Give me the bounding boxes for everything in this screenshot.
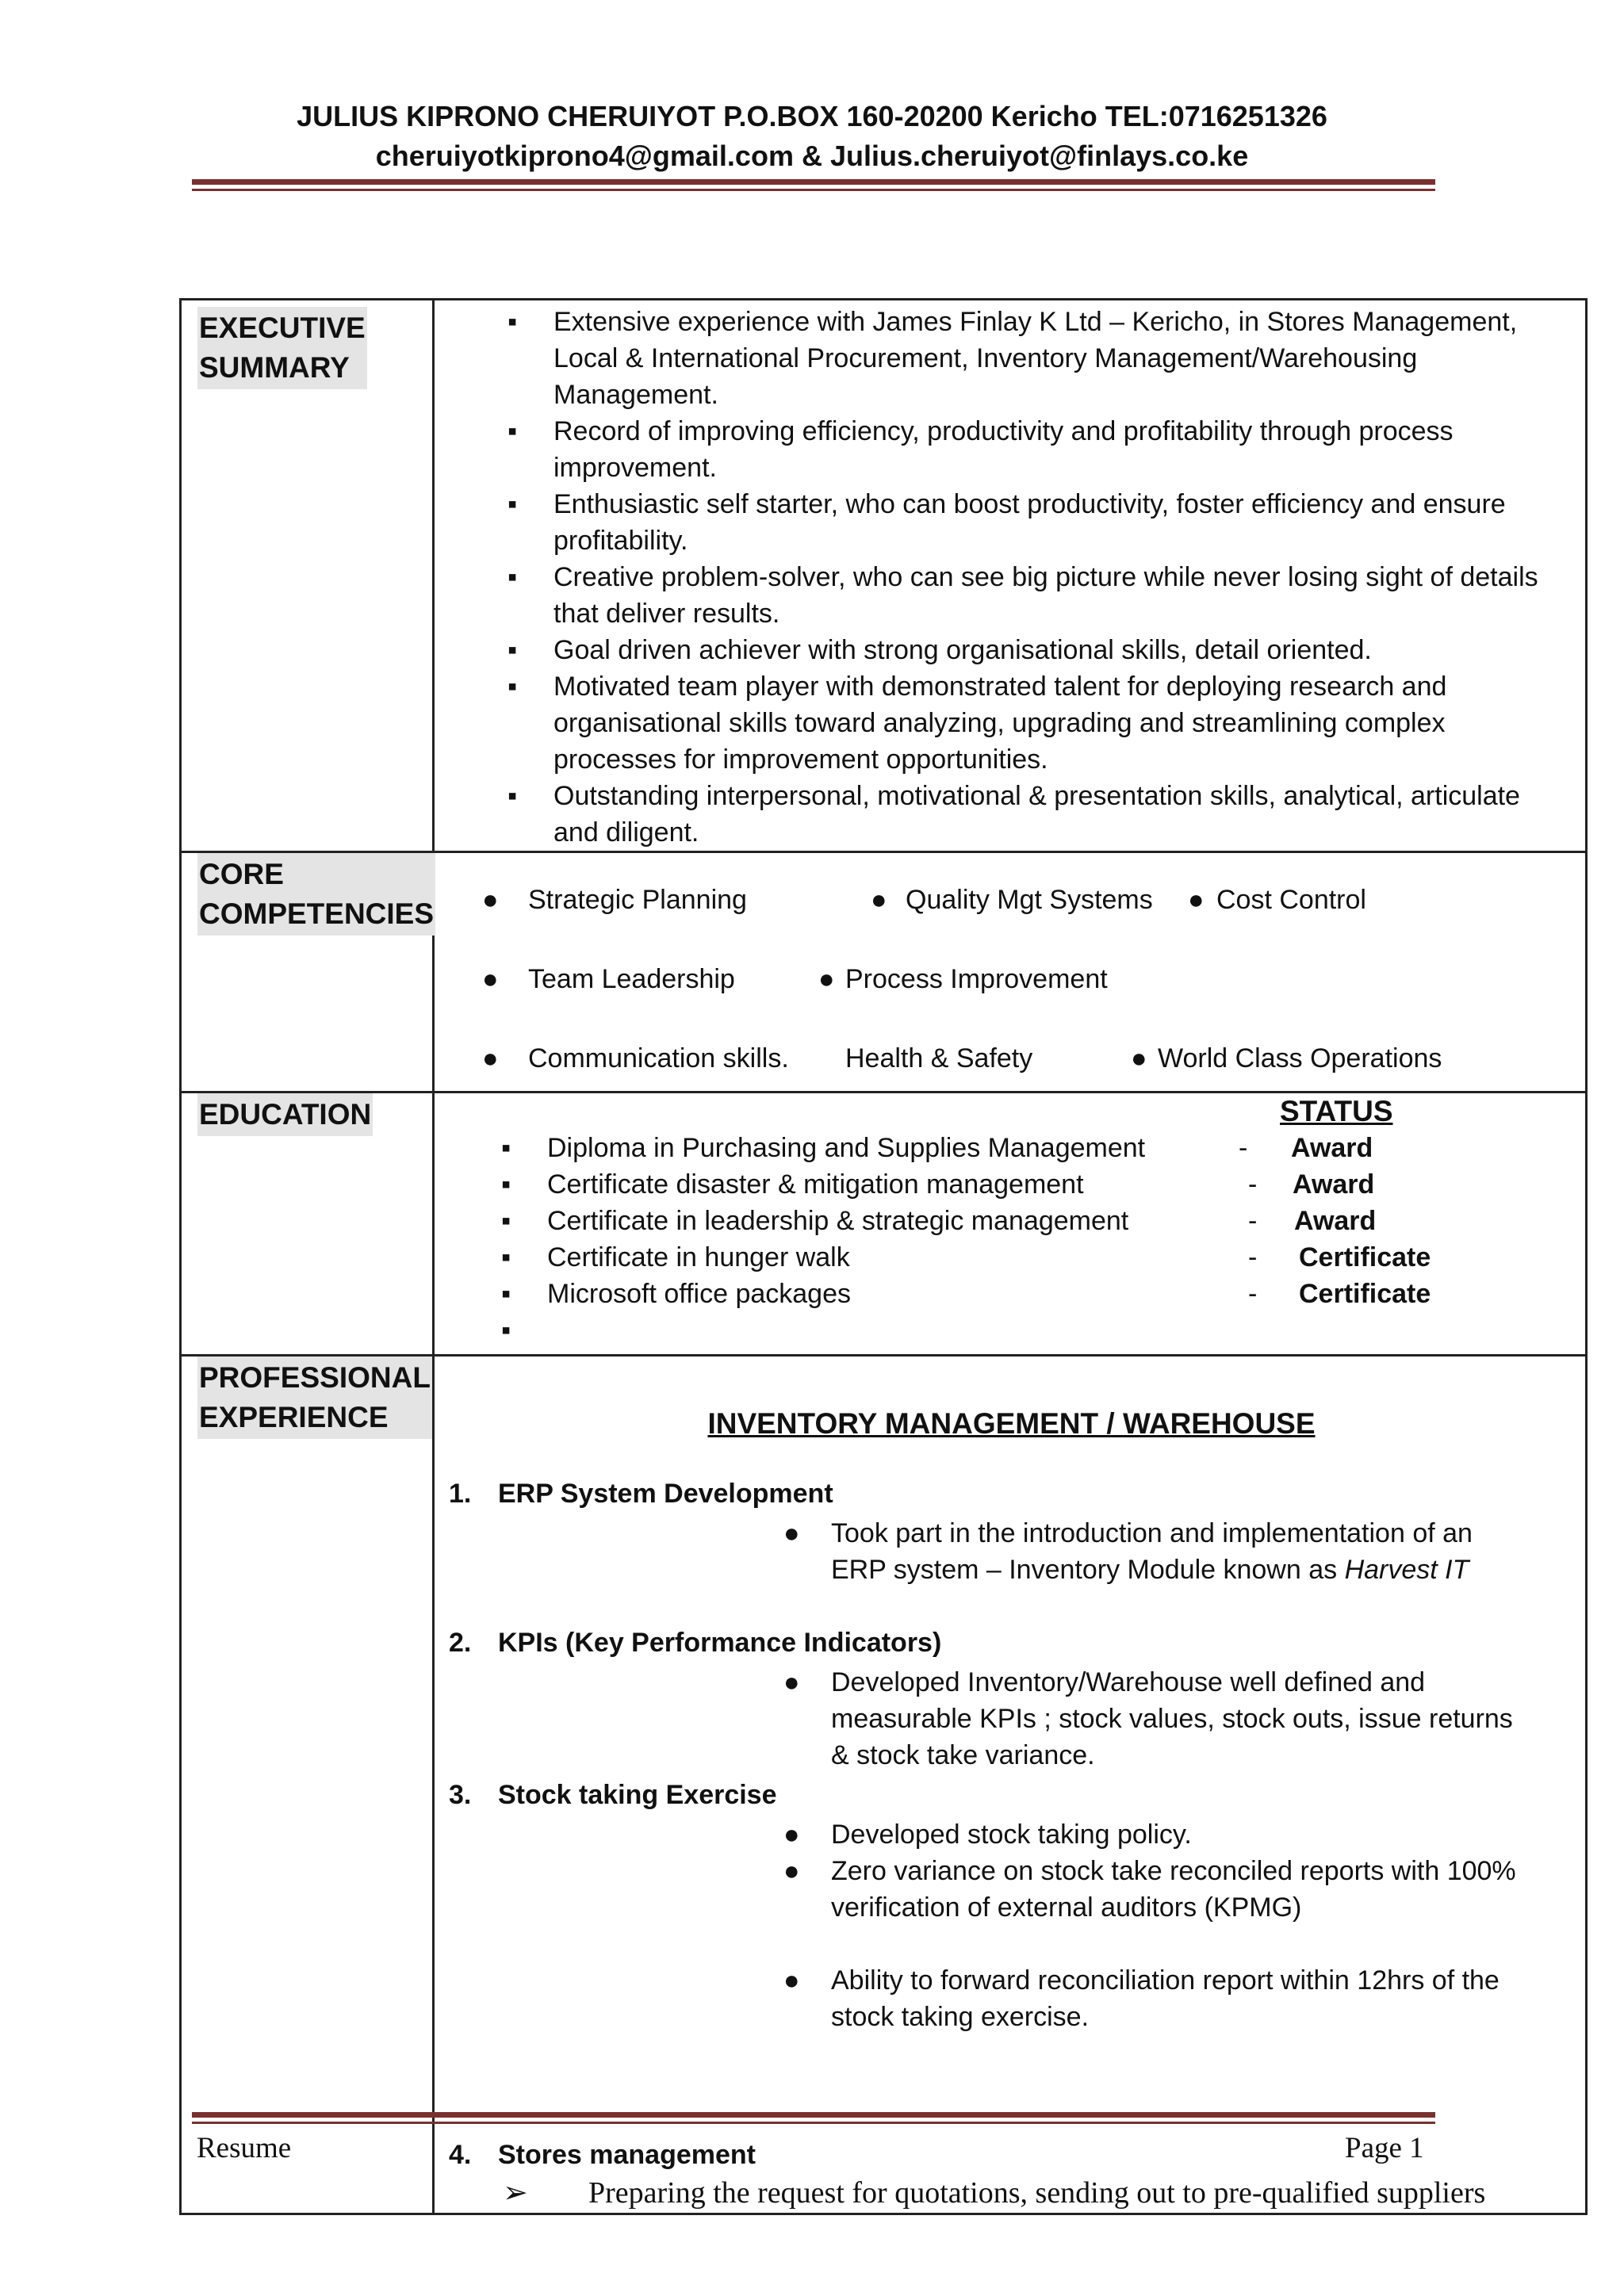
education-dash: -: [1239, 1133, 1248, 1163]
professional-experience-content: [434, 1356, 1587, 2214]
square-bullet-icon: ▪: [508, 635, 518, 665]
competency-item: Quality Mgt Systems: [906, 885, 1153, 915]
education-name: Certificate disaster & mitigation management: [547, 1169, 1084, 1200]
round-bullet-icon: ●: [783, 1518, 800, 1548]
square-bullet-icon: ▪: [501, 1242, 511, 1272]
label-line: PROFESSIONAL: [199, 1361, 431, 1394]
status-header: STATUS: [1280, 1095, 1393, 1127]
list-item: [184, 413, 1569, 486]
round-bullet-icon: ●: [783, 1667, 800, 1697]
list-item-text: Creative problem-solver, who can see big picture while never losing sight of details that deliver results.: [553, 562, 1538, 629]
list-item-text: Took part in the introduction and implementation of an ERP system – Inventory Module known as: [831, 1518, 1473, 1585]
core-competencies-label-cell: [181, 852, 434, 1093]
experience-item-title: [435, 1624, 1585, 1661]
education-item: [435, 1239, 1585, 1276]
executive-summary-row: [181, 300, 1587, 852]
education-item: [435, 1166, 1585, 1203]
square-bullet-icon: ▪: [501, 1279, 511, 1309]
education-item: [435, 1203, 1585, 1239]
item-title: ERP System Development: [498, 1479, 833, 1509]
education-item: [435, 1130, 1585, 1166]
round-bullet-icon: ●: [1131, 1043, 1147, 1073]
education-name: Certificate in hunger walk: [547, 1242, 850, 1272]
square-bullet-icon: ▪: [501, 1315, 511, 1345]
list-item-text: Zero variance on stock take reconciled reports with 100% verification of external auditors (KPMG): [831, 1856, 1516, 1923]
page-number: Page 1: [1345, 2132, 1424, 2164]
header-email-line: cheruiyotkiprono4@gmail.com & Julius.cheruiyot@finlays.co.ke: [375, 140, 1249, 172]
experience-heading: INVENTORY MANAGEMENT / WAREHOUSE: [707, 1407, 1316, 1440]
competency-item: World Class Operations: [1158, 1043, 1442, 1073]
item-title: KPIs (Key Performance Indicators): [498, 1628, 942, 1658]
competency-row: [435, 1012, 1585, 1091]
experience-item-title: [435, 1777, 1585, 1813]
label-line: CORE: [199, 858, 284, 890]
section-label: EDUCATION: [197, 1093, 373, 1136]
section-label: [197, 1357, 432, 1439]
list-item-text: Enthusiastic self starter, who can boost productivity, foster efficiency and ensure profitability.: [553, 489, 1506, 556]
competency-item: Strategic Planning: [528, 885, 747, 915]
list-item-text: Developed Inventory/Warehouse well defined and measurable KPIs ; stock values, stock outs, issue returns & stock take variance.: [831, 1667, 1513, 1770]
education-status: Award: [1294, 1206, 1377, 1236]
round-bullet-icon: ●: [482, 1043, 499, 1073]
square-bullet-icon: ▪: [508, 781, 518, 811]
square-bullet-icon: ▪: [508, 307, 518, 337]
education-name: Diploma in Purchasing and Supplies Management: [547, 1133, 1146, 1163]
education-dash: -: [1248, 1242, 1258, 1272]
header-rule-thin: [192, 189, 1435, 191]
list-item: [184, 1853, 1585, 1926]
competency-item: Cost Control: [1216, 885, 1366, 915]
round-bullet-icon: ●: [818, 964, 835, 994]
resume-header: [0, 97, 1624, 176]
education-row: [181, 1093, 1587, 1356]
education-status-header-row: [435, 1093, 1585, 1130]
professional-experience-row: [181, 1356, 1587, 2214]
competency-row: [435, 853, 1585, 932]
education-status: Award: [1291, 1133, 1373, 1163]
item-number: 3.: [449, 1780, 472, 1810]
round-bullet-icon: ●: [482, 964, 499, 994]
item-number: 1.: [449, 1479, 472, 1509]
competency-row: [435, 932, 1585, 1012]
square-bullet-icon: ▪: [508, 562, 518, 592]
list-item: [184, 1515, 1585, 1588]
item-title: Stock taking Exercise: [498, 1780, 777, 1810]
round-bullet-icon: ●: [783, 1820, 800, 1850]
list-item-text: Goal driven achiever with strong organisational skills, detail oriented.: [553, 635, 1372, 665]
round-bullet-icon: ●: [482, 885, 499, 915]
label-line: EXECUTIVE: [199, 312, 366, 344]
list-item-text: Motivated team player with demonstrated talent for deploying research and organisational skills toward analyzing, upgrading and streamlining complex processes for improvement opportunities.: [553, 672, 1447, 775]
education-status: Award: [1293, 1169, 1375, 1200]
education-dash: -: [1248, 1279, 1258, 1309]
competency-item: Communication skills.: [528, 1043, 789, 1073]
label-line: COMPETENCIES: [199, 897, 435, 930]
item-number: 4.: [449, 2140, 472, 2170]
item-title: Stores management: [498, 2140, 756, 2170]
item-number: 2.: [449, 1628, 472, 1658]
list-item: [184, 632, 1569, 668]
education-item: [435, 1276, 1585, 1312]
competency-item: Team Leadership: [528, 964, 735, 994]
education-dash: -: [1248, 1169, 1258, 1200]
experience-item-title: [435, 1475, 1585, 1512]
arrow-bullet-icon: ➢: [503, 2176, 528, 2210]
executive-summary-content: [434, 300, 1587, 852]
list-item: [184, 1664, 1585, 1774]
square-bullet-icon: ▪: [508, 672, 518, 702]
header-rule-thick: [192, 179, 1435, 185]
professional-experience-label-cell: [181, 1356, 434, 2214]
list-item: [184, 1962, 1585, 2035]
label-line: SUMMARY: [199, 351, 350, 384]
resume-table: [179, 298, 1588, 2215]
list-item: [184, 1816, 1585, 1853]
list-item: [184, 668, 1569, 778]
footer-rule-thick: [192, 2112, 1435, 2118]
competency-item: Health & Safety: [845, 1043, 1033, 1073]
square-bullet-icon: ▪: [508, 489, 518, 519]
education-item-empty: [435, 1312, 1585, 1349]
section-label: [197, 853, 435, 936]
footer-rule-thin: [192, 2122, 1435, 2124]
education-name: Microsoft office packages: [547, 1279, 851, 1309]
list-item-text: Record of improving efficiency, productivity and profitability through process improvement.: [553, 416, 1454, 483]
square-bullet-icon: ▪: [501, 1206, 511, 1236]
education-name: Certificate in leadership & strategic management: [547, 1206, 1129, 1236]
list-item-text: Extensive experience with James Finlay K Ltd – Kericho, in Stores Management, Local & International Procurement, Inventory Management/Warehousing Management.: [553, 307, 1518, 410]
footer-label: Resume: [197, 2132, 292, 2164]
list-item-text: Ability to forward reconciliation report within 12hrs of the stock taking exercise.: [831, 1965, 1500, 2032]
education-content: [434, 1093, 1587, 1356]
list-item-text: Outstanding interpersonal, motivational & presentation skills, analytical, articulate and diligent.: [553, 781, 1520, 848]
education-dash: -: [1248, 1206, 1258, 1236]
list-item: [184, 778, 1569, 851]
education-label-cell: [181, 1093, 434, 1356]
system-name: Harvest IT: [1344, 1555, 1469, 1585]
education-status: Certificate: [1299, 1279, 1431, 1309]
header-contact-line: JULIUS KIPRONO CHERUIYOT P.O.BOX 160-20200 Kericho TEL:0716251326: [297, 100, 1327, 132]
core-competencies-row: [181, 852, 1587, 1093]
square-bullet-icon: ▪: [501, 1169, 511, 1200]
round-bullet-icon: ●: [1188, 885, 1205, 915]
round-bullet-icon: ●: [783, 1856, 800, 1886]
list-item: [184, 559, 1569, 632]
round-bullet-icon: ●: [783, 1965, 800, 1996]
list-item: [184, 304, 1569, 413]
list-item: [435, 2173, 1585, 2213]
list-item: [184, 486, 1569, 559]
list-item-text: Developed stock taking policy.: [831, 1820, 1192, 1850]
square-bullet-icon: ▪: [501, 1133, 511, 1163]
competency-item: Process Improvement: [845, 964, 1108, 994]
education-status: Certificate: [1299, 1242, 1431, 1272]
core-competencies-content: [434, 852, 1587, 1093]
list-item-text: Preparing the request for quotations, sending out to pre-qualified suppliers: [588, 2176, 1486, 2210]
label-line: EXPERIENCE: [199, 1401, 389, 1433]
round-bullet-icon: ●: [871, 885, 887, 915]
square-bullet-icon: ▪: [508, 416, 518, 446]
